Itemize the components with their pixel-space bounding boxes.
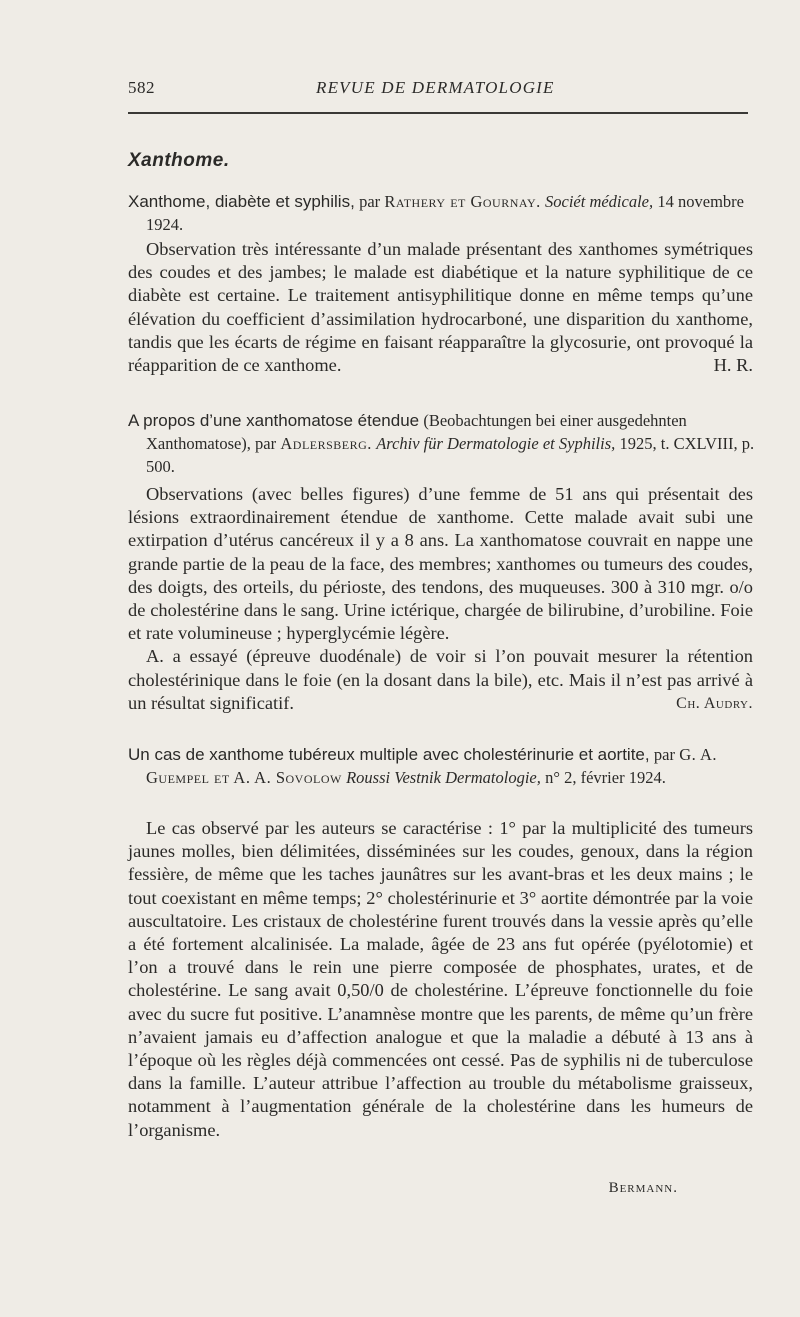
entry-3-text: Le cas observé par les auteurs se caractérise : 1° par la multiplicité des tumeurs jaunes molles, bien délimitées, disséminées sur les coudes, genoux, dans la région fessière, de même que les taches jaunâtres sur les avant-bras et les deux mains ; le tout coexistant en même temps; 2° cholestérinurie et 3° aortite démontrée par la voie auscultatoire. Les cristaux de cholestérine furent trouvés dans la vessie après qu’elle a été fortement alcalinisée. La malade, âgée de 23 ans fut opérée (pyélotomie) et l’on a trouvé dans le rein une pierre composée de phosphates, urates, et de cholestérine. Le sang avait 0,50/0 de cholestérine. L’épreuve fonctionnelle du foie avec du sucre fut positive. L’anamnèse montre que les parents, de même qu’un frère n’avaient jamais eu d’affection analogue et que la maladie a débuté à 13 ans à l’époque où les règles déjà commencées ont cessé. Pas de syphilis ni de tuberculose dans la famille. L’auteur attribue l’affection au trouble du métabolisme graisseux, notamment à l’augmentation générale de la cholestérine dans les humeurs de l’organisme.: [128, 818, 753, 1140]
running-title: REVUE DE DERMATOLOGIE: [316, 78, 555, 97]
entry-2-body: [128, 483, 753, 715]
entry-3-signature: Bermann.: [608, 1180, 678, 1196]
entry-1-source: Sociét médicale,: [545, 192, 654, 211]
entry-2-ref: 1925, t. CXLVIII, p. 500.: [146, 434, 755, 476]
entry-1-title: Xanthome, diabète et syphilis,: [128, 192, 355, 211]
entry-2-paragraph-1: Observations (avec belles figures) d’une femme de 51 ans qui présentait des lésions extraordinairement étendue de xanthome. Cette malade avait subi une extirpation d’utérus cancéreux il y a 8 ans. La xanthomatose couvrait en nappe une grande partie de la peau de la face, des membres; xanthomes ou tumeurs des coudes, des doigts, des orteils, du périoste, des tendons, des muqueuses. 300 à 310 mgr. o/o de cholestérine dans le sang. Urine ictérique, chargée de bilirubine, d’urobiline. Foie et rate volumineuse ; hyperglycémie légère.: [128, 484, 753, 644]
entry-3-title: Un cas de xanthome tubéreux multiple avec cholestérinurie et aortite,: [128, 745, 650, 764]
entry-3-source: Roussi Vestnik Dermatologie,: [346, 768, 541, 787]
entry-1-signature: H. R.: [713, 355, 753, 376]
entry-2-paragraph-2: A. a essayé (épreuve duodénale) de voir si l’on pouvait mesurer la rétention cholestérinique dans le foie (en la dosant dans la bile), etc. Mais il n’est pas arrivé à un résultat significatif.: [128, 646, 753, 713]
entry-2-subtitle: (Beobachtungen bei einer ausgedehnten Xanthomatose), par: [146, 411, 687, 453]
page-number: 582: [128, 78, 155, 97]
entry-3-heading: [128, 743, 771, 789]
entry-1-authors: Rathery et Gournay.: [384, 192, 541, 211]
header-rule: [128, 112, 748, 114]
entry-1-text: Observation très intéressante d’un malade présentant des xanthomes symétriques des coudes et des jambes; le malade est diabétique et la nature syphilitique de ce diabète est certaine. Le traitement antisyphilitique donne en même temps qu’une élévation du coefficient d’assimilation hydrocarboné, une disparition du xanthome, tandis que les écarts de régime en faisant réapparaître la glycosurie, ont provoqué la réapparition de ce xanthome.: [128, 239, 753, 376]
entry-3-body: [128, 817, 753, 1142]
entry-3-ref: n° 2, février 1924.: [545, 768, 666, 787]
entry-2-source: Archiv für Dermatologie et Syphilis,: [376, 434, 616, 453]
entry-1-body: [128, 238, 753, 377]
entry-3-authors: G. A. Guempel et A. A. Sovolow: [146, 745, 717, 787]
page-header: [128, 78, 748, 102]
section-title: Xanthome.: [128, 150, 230, 171]
entry-1-date: 14 novembre 1924.: [146, 192, 744, 234]
entry-2-heading: [128, 409, 771, 478]
entry-1-heading: [128, 190, 771, 236]
entry-2-title: A propos d’une xanthomatose étendue: [128, 411, 420, 430]
entry-1-by: par: [359, 192, 381, 211]
entry-2-signature: Ch. Audry.: [676, 694, 753, 712]
entry-2-authors: Adlersberg.: [280, 434, 372, 453]
entry-3-by: par: [653, 745, 675, 764]
